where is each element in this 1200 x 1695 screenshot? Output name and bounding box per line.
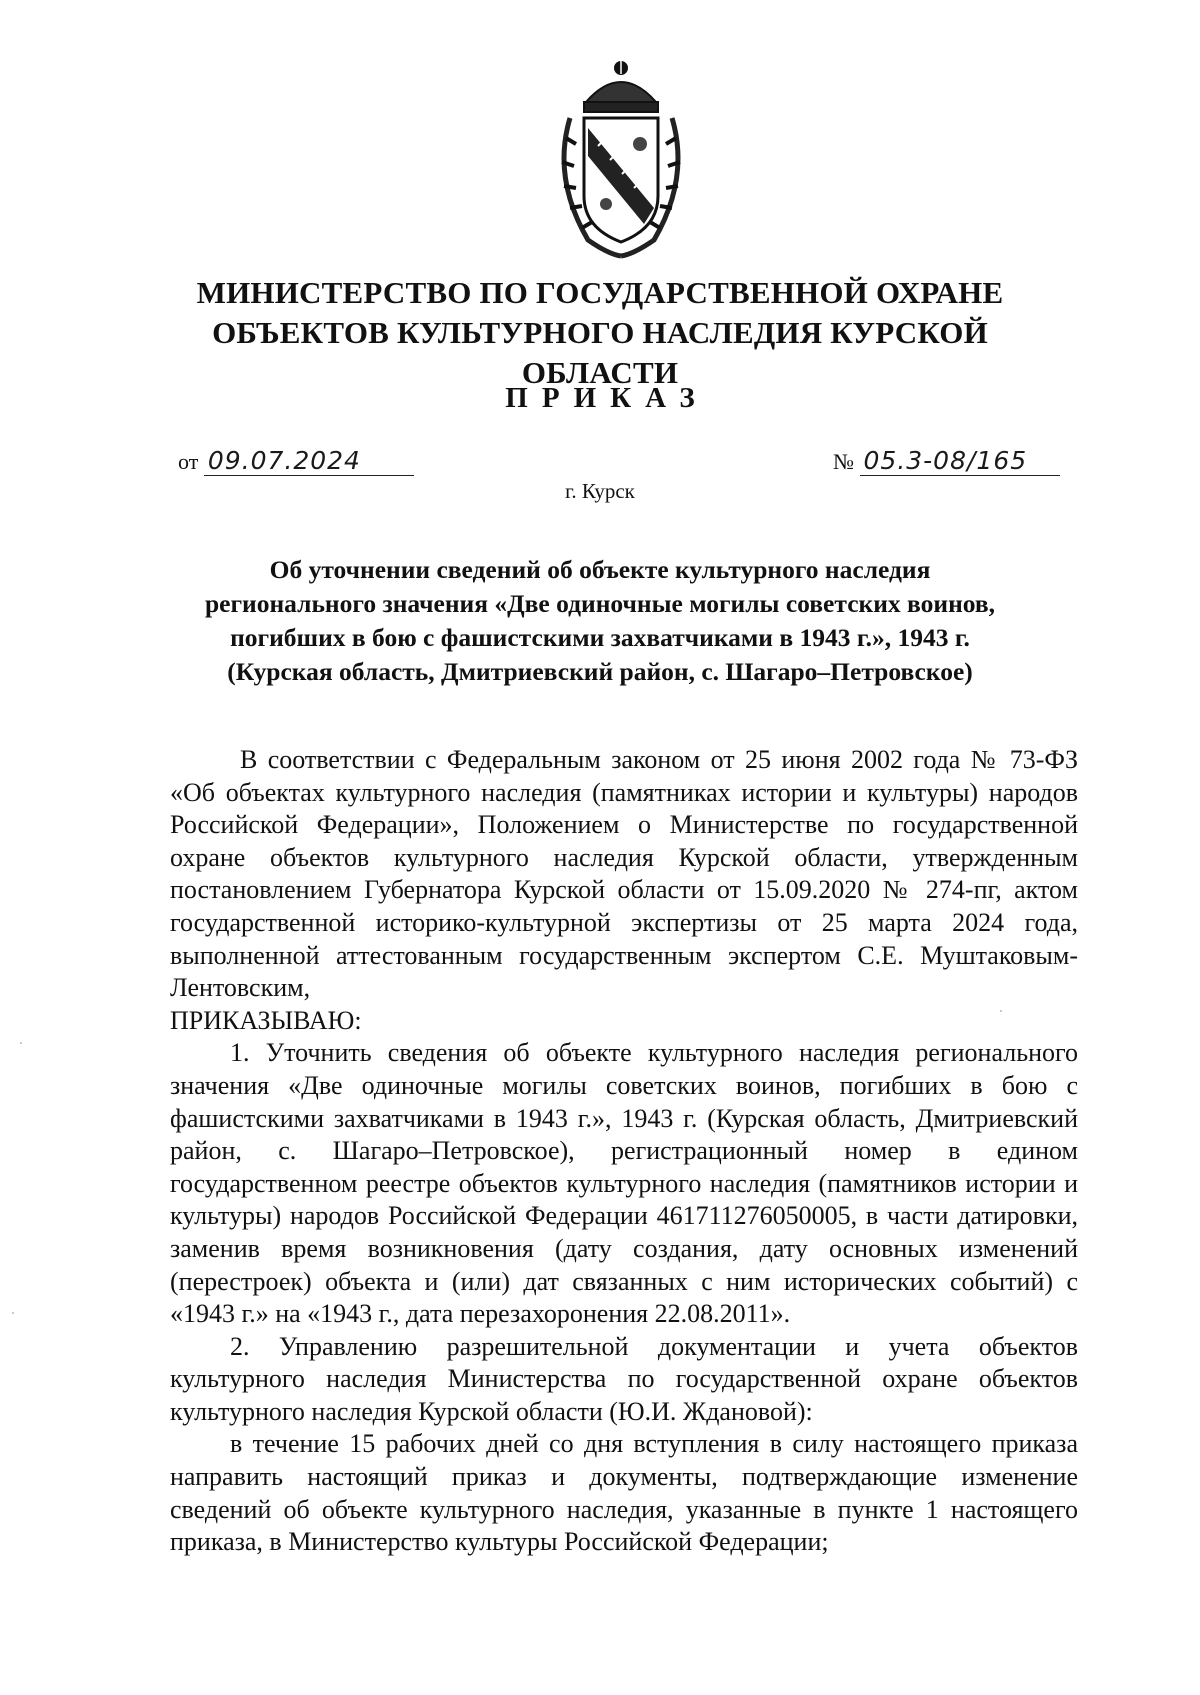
scan-speck: [1000, 1010, 1002, 1012]
scan-speck: [12, 1312, 14, 1314]
order-item-2: 2. Управлению разрешительной документации и учета объектов культурного наследия Министерства по государственной охране объектов культурного наследия Курской области (Ю.И. Ждановой):: [170, 1331, 1078, 1426]
order-item-1: 1. Уточнить сведения об объекте культурного наследия регионального значения «Две одиночные могилы советских воинов, погибших в бою с фашистскими захватчиками в 1943 г.», 1943 г. (Курская область, Дмитриевский район, с. Шагаро–Петровское), регистрационный номер в едином государственном реестре объектов культурного наследия (памятников истории и культуры) народов Российской Федерации 461711276050005, в части датировки, заменив время возникновения (дату создания, дату основных изменений (перестроек) объекта и (или) дат связанных с ним исторических событий) с «1943 г.» на «1943 г., дата перезахоронения 22.08.2011».: [170, 1038, 1078, 1329]
document-body: [170, 744, 1078, 1559]
date-field: [178, 447, 414, 476]
number-prefix: №: [833, 449, 854, 474]
order-word: ПРИКАЗЫВАЮ:: [170, 1005, 362, 1035]
number-field: [833, 447, 1060, 476]
subject-line: регионального значения «Две одиночные могилы советских воинов,: [204, 589, 996, 618]
handwritten-number: 05.3-08/165: [860, 447, 1060, 476]
subject-line: погибших в бою с фашистскими захватчиками в 1943 г.», 1943 г.: [230, 623, 970, 652]
ministry-name-line2: ОБЪЕКТОВ КУЛЬТУРНОГО НАСЛЕДИЯ КУРСКОЙ ОБЛАСТИ: [212, 315, 988, 390]
coat-of-arms-emblem: [548, 58, 694, 264]
subject-line: (Курская область, Дмитриевский район, с. Шагаро–Петровское): [227, 657, 973, 686]
handwritten-date: 09.07.2024: [204, 447, 414, 476]
subject-title: [170, 553, 1030, 689]
city-label: г. Курск: [565, 479, 635, 503]
order-item-2-subparagraph: в течение 15 рабочих дней со дня вступления в силу настоящего приказа направить настоящий приказ и документы, подтверждающие изменение сведений об объекте культурного наследия, указанные в пункте 1 настоящего приказа, в Министерство культуры Российской Федерации;: [170, 1429, 1078, 1557]
document-type-title: ПРИКАЗ: [505, 382, 709, 414]
scan-speck: [20, 1042, 22, 1044]
subject-line: Об уточнении сведений об объекте культурного наследия: [269, 555, 931, 584]
preamble-paragraph: В соответствии с Федеральным законом от 25 июня 2002 года № 73-ФЗ «Об объектах культурного наследия (памятниках истории и культуры) народов Российской Федерации», Положением о Министерстве по государственной охране объектов культурного наследия Курской области, утвержденным постановлением Губернатора Курской области от 15.09.2020 № 274-пг, актом государственной историко-культурной экспертизы от 25 марта 2024 года, выполненной аттестованным государственным экспертом С.Е. Муштаковым-Лентовским,: [170, 745, 1078, 1003]
date-prefix: от: [178, 449, 199, 474]
ministry-name-line1: МИНИСТЕРСТВО ПО ГОСУДАРСТВЕННОЙ ОХРАНЕ: [196, 275, 1004, 310]
